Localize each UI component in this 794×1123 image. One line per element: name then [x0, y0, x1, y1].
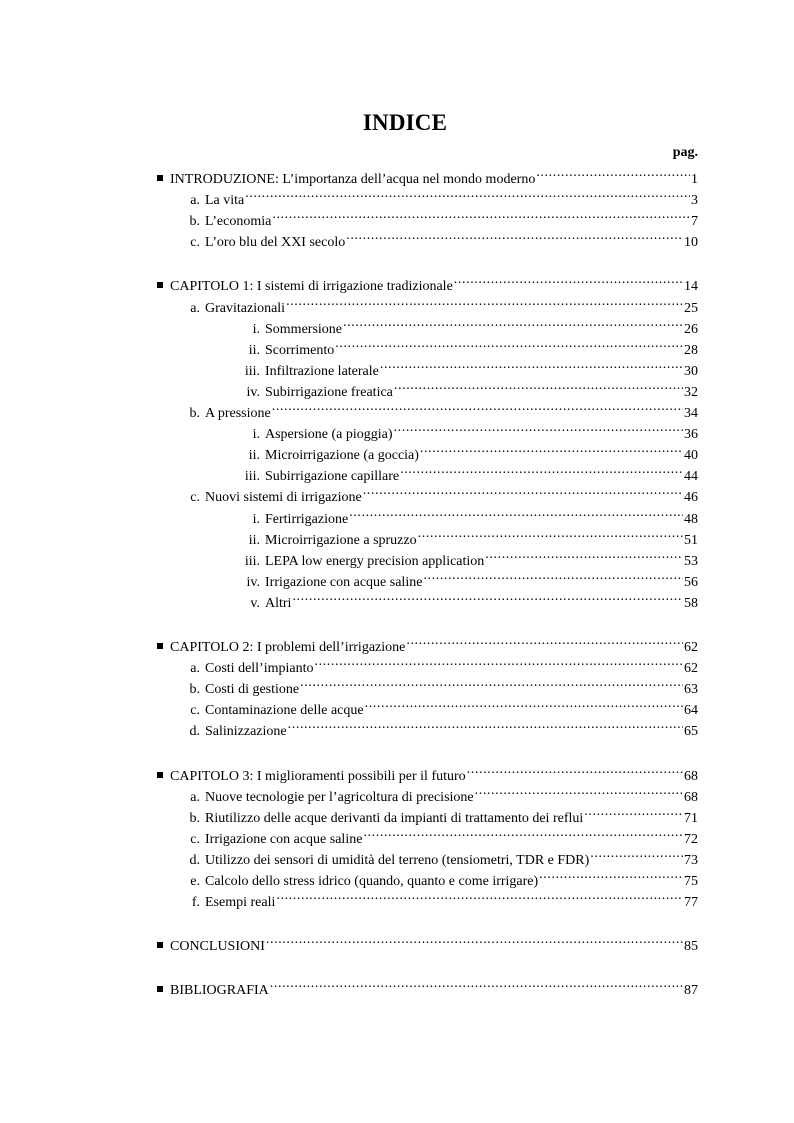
toc-item-page-number: 32 [684, 384, 698, 400]
toc-item-marker: f. [191, 895, 200, 911]
toc-section-entry [180, 693, 698, 719]
toc-subsection-entry [214, 354, 698, 379]
toc-subsection-entry [214, 523, 698, 548]
toc-item-page-number: 44 [684, 469, 698, 485]
toc-item-page-number: 73 [684, 852, 698, 868]
toc-item-marker: iii. [244, 469, 260, 485]
dot-leader [272, 396, 683, 417]
toc-item-label: Sommersione [265, 321, 342, 337]
toc-item-marker: i. [252, 427, 260, 443]
dot-leader [418, 523, 683, 544]
toc-item-label: LEPA low energy precision application [265, 553, 485, 569]
toc-item-page-number: 26 [684, 321, 698, 337]
square-bullet-icon [157, 282, 163, 288]
toc-item-label: L’economia [205, 214, 272, 230]
toc-item-marker: c. [190, 703, 200, 719]
toc-item-page-number: 68 [684, 768, 698, 784]
toc-item-page-number: 75 [684, 874, 698, 889]
toc-item-marker: b. [189, 682, 200, 698]
dot-leader [584, 801, 683, 822]
dot-leader [485, 544, 683, 565]
toc-item-page-number: 87 [684, 983, 698, 999]
toc-item-page-number: 34 [684, 406, 698, 421]
toc-section-entry [180, 183, 698, 209]
toc-item-page-number: 7 [691, 214, 698, 230]
toc-item-label: Salinizzazione [205, 724, 287, 740]
toc-item-label: Utilizzo dei sensori di umidità del terreno (tensiometri, TDR e FDR) [205, 852, 590, 868]
toc-item-page-number: 71 [684, 810, 698, 826]
page-column-header: pag. [672, 145, 698, 160]
toc-item-marker: i. [252, 321, 260, 337]
toc-item-page-number: 14 [684, 279, 698, 295]
square-bullet-icon [157, 986, 163, 992]
toc-item-marker: iv. [246, 384, 260, 400]
dot-leader [475, 780, 683, 801]
dot-leader [467, 759, 683, 780]
toc-subsection-entry [214, 459, 698, 485]
toc-item-label: Esempi reali [205, 895, 276, 911]
toc-item-page-number: 36 [684, 427, 698, 443]
square-bullet-icon [157, 772, 163, 778]
toc-item-marker: ii. [248, 532, 260, 548]
toc-item-label: Gravitazionali [205, 300, 286, 316]
toc-item-label: L’oro blu del XXI secolo [205, 235, 346, 251]
toc-item-marker: a. [190, 661, 200, 677]
toc-section-entry [180, 864, 698, 889]
toc-subsection-entry [214, 312, 698, 337]
toc-subsection-entry [214, 586, 698, 611]
toc-item-marker: ii. [248, 342, 260, 358]
dot-leader [400, 459, 683, 480]
toc-chapter-entry [157, 269, 698, 295]
toc-item-label: Nuovi sistemi di irrigazione [205, 490, 362, 506]
toc-item-marker: i. [252, 511, 260, 527]
toc-item-label: Aspersione (a pioggia) [265, 427, 393, 443]
toc-item-page-number: 62 [684, 661, 698, 677]
toc-item-page-number: 56 [684, 574, 698, 590]
toc-item-label: Costi di gestione [205, 682, 300, 698]
toc-item-page-number: 25 [684, 300, 698, 316]
page-title: INDICE [362, 110, 448, 135]
dot-leader [454, 269, 683, 290]
dot-leader [349, 502, 683, 523]
toc-item-label: CAPITOLO 2: I problemi dell’irrigazione [170, 640, 406, 655]
dot-leader [406, 630, 683, 651]
toc-item-marker: e. [190, 874, 200, 889]
toc-item-marker: iii. [244, 363, 260, 379]
toc-item-label: CAPITOLO 1: I sistemi di irrigazione tradizionale [170, 279, 453, 295]
dot-leader [365, 693, 683, 714]
toc-item-page-number: 64 [684, 703, 698, 719]
dot-leader [315, 651, 684, 672]
toc-item-marker: b. [189, 810, 200, 826]
toc-item-page-number: 3 [691, 193, 698, 209]
square-bullet-icon [157, 643, 163, 649]
toc-item-label: Irrigazione con acque saline [205, 831, 363, 847]
toc-section-entry [180, 672, 698, 698]
toc-subsection-entry [214, 438, 698, 464]
toc-item-page-number: 28 [684, 342, 698, 358]
toc-chapter-entry [157, 929, 698, 955]
toc-subsection-entry [214, 375, 698, 400]
toc-subsection-entry [214, 544, 698, 569]
toc-section-entry [180, 801, 698, 826]
dot-leader [335, 333, 683, 354]
toc-item-label: Subirrigazione capillare [265, 469, 400, 485]
toc-item-page-number: 48 [684, 511, 698, 527]
toc-section-entry [180, 480, 698, 506]
toc-item-page-number: 30 [684, 363, 698, 379]
dot-leader [420, 438, 683, 459]
toc-item-label: CAPITOLO 3: I miglioramenti possibili per il futuro [170, 768, 466, 784]
dot-leader [272, 204, 690, 225]
toc-item-marker: v. [250, 595, 260, 611]
toc-item-label: Irrigazione con acque saline [265, 574, 423, 590]
dot-leader [245, 183, 690, 204]
toc-item-page-number: 62 [684, 640, 698, 655]
toc-item-label: Contaminazione delle acque [205, 703, 364, 719]
toc-subsection-entry [214, 502, 698, 527]
toc-chapter-entry [157, 759, 698, 784]
toc-item-page-number: 63 [684, 682, 698, 698]
toc-item-page-number: 72 [684, 831, 698, 847]
toc-item-label: Microirrigazione a spruzzo [265, 532, 417, 548]
dot-leader [536, 162, 690, 183]
dot-leader [300, 672, 683, 693]
toc-item-marker: iii. [244, 553, 260, 569]
toc-chapter-entry [157, 973, 698, 999]
toc-item-marker: a. [190, 789, 200, 805]
toc-item-marker: a. [190, 300, 200, 316]
toc-item-marker: d. [189, 852, 200, 868]
toc-section-entry [180, 396, 698, 421]
dot-leader [292, 586, 683, 607]
toc-section-entry [180, 651, 698, 677]
toc-item-label: Nuove tecnologie per l’agricoltura di precisione [205, 789, 474, 805]
toc-item-page-number: 58 [684, 595, 698, 611]
dot-leader [346, 225, 683, 246]
toc-item-label: Riutilizzo delle acque derivanti da impianti di trattamento dei reflui [205, 810, 584, 826]
toc-item-label: Costi dell’impianto [205, 661, 314, 677]
dot-leader [270, 973, 683, 994]
dot-leader [394, 375, 683, 396]
toc-item-label: Scorrimento [265, 342, 335, 358]
toc-section-entry [180, 780, 698, 805]
toc-item-label: INTRODUZIONE: L’importanza dell’acqua nel mondo moderno [170, 172, 536, 187]
dot-leader [276, 885, 683, 906]
toc-section-entry [180, 885, 698, 911]
toc-item-marker: c. [190, 490, 200, 506]
dot-leader [380, 354, 683, 375]
toc-item-page-number: 53 [684, 553, 698, 569]
dot-leader [288, 714, 683, 735]
toc-item-page-number: 77 [684, 895, 698, 911]
toc-item-marker: ii. [248, 448, 260, 464]
toc-item-marker: d. [189, 724, 200, 740]
toc-item-marker: b. [189, 406, 200, 421]
toc-section-entry [180, 291, 698, 316]
toc-item-marker: c. [190, 235, 200, 251]
toc-item-label: CONCLUSIONI [170, 939, 265, 955]
dot-leader [286, 291, 683, 312]
toc-item-label: Subirrigazione freatica [265, 384, 393, 400]
toc-subsection-entry [214, 333, 698, 358]
dot-leader [363, 480, 683, 501]
toc-section-entry [180, 822, 698, 847]
toc-chapter-entry [157, 162, 698, 187]
dot-leader [423, 565, 683, 586]
toc-item-label: Altri [265, 595, 292, 611]
toc-chapter-entry [157, 630, 698, 655]
toc-item-page-number: 10 [684, 235, 698, 251]
dot-leader [343, 312, 683, 333]
toc-item-marker: b. [189, 214, 200, 230]
toc-section-entry [180, 843, 698, 868]
dot-leader [394, 417, 683, 438]
toc-item-label: Microirrigazione (a goccia) [265, 448, 419, 464]
toc-item-page-number: 65 [684, 724, 698, 740]
dot-leader [363, 822, 683, 843]
toc-item-label: BIBLIOGRAFIA [170, 983, 269, 999]
toc-item-page-number: 51 [684, 532, 698, 548]
square-bullet-icon [157, 942, 163, 948]
toc-section-entry [180, 714, 698, 740]
square-bullet-icon [157, 175, 163, 181]
dot-leader [590, 843, 683, 864]
dot-leader [539, 864, 683, 885]
toc-section-entry [180, 204, 698, 230]
toc-section-entry [180, 225, 698, 251]
toc-subsection-entry [214, 417, 698, 443]
toc-subsection-entry [214, 565, 698, 590]
toc-item-label: Infiltrazione laterale [265, 363, 379, 379]
toc-item-page-number: 1 [691, 172, 698, 187]
toc-item-label: La vita [205, 193, 245, 209]
toc-item-page-number: 46 [684, 490, 698, 506]
toc-item-label: A pressione [205, 406, 271, 421]
toc-item-marker: a. [190, 193, 200, 209]
toc-item-marker: c. [190, 831, 200, 847]
dot-leader [266, 929, 683, 950]
toc-item-page-number: 85 [684, 939, 698, 955]
toc-item-page-number: 68 [684, 789, 698, 805]
toc-item-label: Calcolo dello stress idrico (quando, quanto e come irrigare) [205, 874, 539, 889]
toc-item-label: Fertirrigazione [265, 511, 349, 527]
toc-item-marker: iv. [246, 574, 260, 590]
toc-item-page-number: 40 [684, 448, 698, 464]
